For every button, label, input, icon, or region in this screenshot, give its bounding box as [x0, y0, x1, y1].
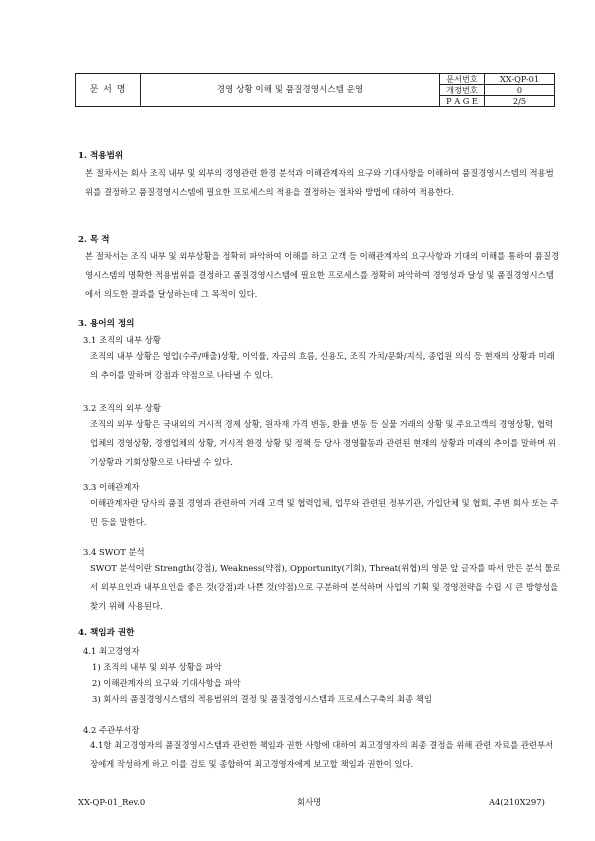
revision-number: 0 [485, 85, 555, 96]
responsibility-heading-manager: 4.2 주관부서장 [83, 725, 140, 735]
section-body-scope: 본 절차서는 회사 조직 내부 및 외부의 경영관련 환경 분석과 이해관계자의 요구와 기대사항을 이해하여 품질경영시스템의 적용범위를 결정하고 품질경영시스템에 필요한 프로세스의 적용을 결정하는 절차와 방법에 대하여 적용한다. [85, 168, 554, 197]
definition-body-stakeholders: 이해관계자란 당사의 품질 경영과 관련하여 거래 고객 및 협력업체, 업무와 관련된 정부기관, 가입단체 및 협회, 주변 회사 또는 주민 등을 말한다. [90, 498, 559, 527]
definition-heading-external: 3.2 조직의 외부 상황 [83, 403, 161, 413]
definition-heading-stakeholders: 3.3 이해관계자 [83, 482, 140, 492]
definition-heading-internal: 3.1 조직의 내부 상황 [83, 335, 161, 345]
definition-body-swot: SWOT 분석이란 Strength(강점), Weakness(약점), Opportunity(기회), Threat(위협)의 영문 앞 글자를 따서 만든 분석 툴로서 외부요인과 내부요인을 좋은 것(강점)과 나쁜 것(약점)으로 구분하여 분석하며 사업의 기획 및 경영전략을 수립 시 큰 방향성을 찾기 위해 사용된다. [90, 563, 561, 611]
definition-body-internal: 조직의 내부 상황은 영업(수주/매출)상황, 이익률, 자금의 흐름, 신용도, 조직 가치/문화/지식, 종업원 의식 등 현재의 상황과 미래의 추이를 말하며 강점과 약점으로 나타낼 수 있다. [90, 351, 555, 380]
section-body-purpose: 본 절차서는 조직 내부 및 외부상황을 정확히 파악하여 이해를 하고 고객 등 이해관계자의 요구사항과 기대의 이해를 통하여 품질경영시스템의 명확한 적용범위를 결정하고 품질경영시스템에 필요한 프로세스를 정확히 파악하여 경영성과 달성 및 품질경영시스템에서 의도한 결과를 달성하는데 그 목적이 있다. [85, 251, 560, 299]
doc-title: 경영 상황 이해 및 품질경영시스템 운영 [141, 74, 440, 107]
doc-name-label: 문 서 명 [76, 74, 141, 107]
revision-label: 개정번호 [440, 85, 485, 96]
list-item: 3) 회사의 품질경영시스템의 적용범위의 결정 및 품질경영시스템과 프로세스구축의 최종 책임 [92, 694, 432, 704]
page-number: 2/5 [485, 96, 555, 107]
page-label: P A G E [440, 96, 485, 107]
section-heading-purpose: 2. 목 적 [78, 235, 110, 245]
doc-number-label: 문서번호 [440, 74, 485, 85]
definition-heading-swot: 3.4 SWOT 분석 [83, 547, 145, 557]
responsibility-heading-ceo: 4.1 최고경영자 [83, 646, 140, 656]
doc-number: XX-QP-01 [485, 74, 555, 85]
section-heading-definitions: 3. 용어의 정의 [78, 319, 135, 329]
footer-company-name: 회사명 [297, 797, 322, 807]
responsibility-body-manager: 4.1항 최고경영자의 품질경영시스템과 관련한 책임과 권한 사항에 대하여 최고경영자의 최종 결정을 위해 관련 자료를 관련부서장에게 작성하게 하고 이를 검토 및 종합하여 최고경영자에게 보고할 책임과 권한이 있다. [90, 740, 554, 769]
footer-paper-size: A4(210X297) [489, 797, 545, 807]
document-header-table [75, 73, 555, 107]
section-heading-scope: 1. 적용범위 [78, 151, 124, 161]
list-item: 1) 조직의 내부 및 외부 상황을 파악 [92, 662, 222, 672]
section-heading-responsibility: 4. 책임과 권한 [78, 628, 135, 638]
list-item: 2) 이해관계자의 요구와 기대사항을 파악 [92, 678, 241, 688]
footer-doc-code: XX-QP-01_Rev.0 [78, 797, 146, 807]
definition-body-external: 조직의 외부 상황은 국내외의 거시적 경제 상황, 원자재 가격 변동, 환율 변동 등 실물 거래의 상황 및 주요고객의 경영상황, 협력업체의 경영상황, 경쟁업체의 상황, 거시적 환경 상황 및 정책 등 당사 경영활동과 관련된 현재의 상황과 미래의 추이를 말하며 위기상황과 기회상황으로 나타낼 수 있다. [90, 419, 556, 467]
